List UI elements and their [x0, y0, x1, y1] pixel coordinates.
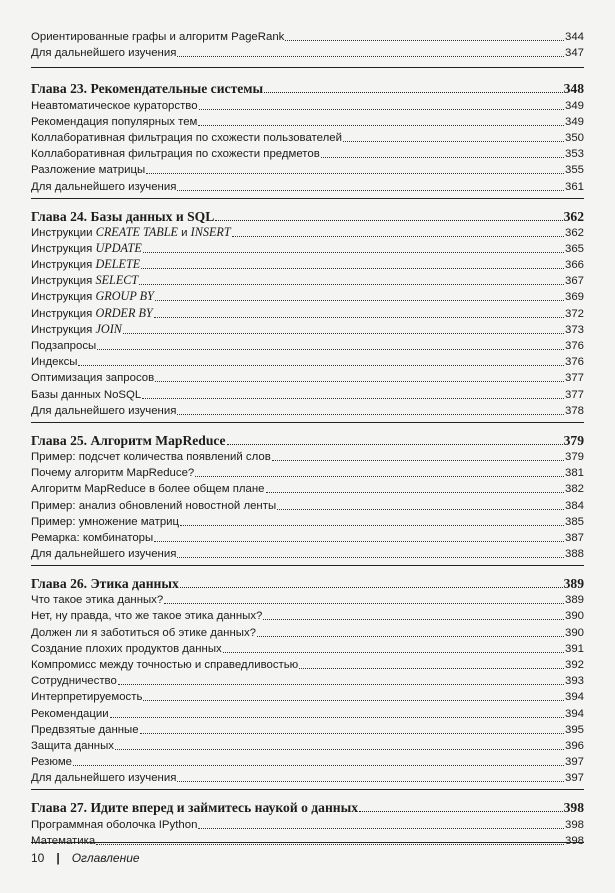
toc-entry: Оптимизация запросов 377: [31, 372, 584, 385]
toc-entry: Что такое этика данных? 389: [31, 594, 584, 607]
toc-entry: Почему алгоритм MapReduce? 381: [31, 467, 584, 480]
chapter-heading-25: Глава 25. Алгоритм MapReduce 379: [31, 432, 584, 448]
chapter-heading-27: Глава 27. Идите вперед и займитесь наукой о данных 398: [31, 800, 584, 816]
toc-entry: Инструкция JOIN 373: [31, 321, 584, 336]
chapter-heading-26: Глава 26. Этика данных 389: [31, 576, 584, 592]
footer-separator: |: [56, 851, 60, 865]
toc-entry: Защита данных 396: [31, 739, 584, 752]
table-of-contents: [31, 28, 584, 848]
chapter-heading-23: Глава 23. Рекомендательные системы 348: [31, 81, 584, 97]
toc-entry: Пример: умножение матриц 385: [31, 515, 584, 528]
section-title: Оглавление: [71, 851, 140, 865]
toc-entry: Ориентированные графы и алгоритм PageRank 344: [31, 31, 584, 44]
toc-entry: Инструкция ORDER BY 372: [31, 305, 584, 320]
toc-entry: Для дальнейшего изучения 347: [31, 47, 584, 60]
divider: [31, 67, 584, 68]
toc-entry: Инструкция DELETE 366: [31, 257, 584, 272]
toc-entry: Инструкция UPDATE 365: [31, 240, 584, 255]
toc-entry: Разложение матрицы 355: [31, 164, 584, 177]
toc-entry: Алгоритм MapReduce в более общем плане 382: [31, 483, 584, 496]
toc-entry: Ремарка: комбинаторы 387: [31, 531, 584, 544]
toc-entry: Предвзятые данные 395: [31, 723, 584, 736]
toc-entry: Для дальнейшего изучения 397: [31, 772, 584, 785]
toc-entry: Создание плохих продуктов данных 391: [31, 642, 584, 655]
toc-entry: Компромисс между точностью и справедливостью 392: [31, 659, 584, 671]
toc-entry: Коллаборативная фильтрация по схожести пользователей 350: [31, 131, 584, 144]
toc-entry: Неавтоматическое кураторство 349: [31, 99, 584, 112]
toc-entry: Инструкции CREATE TABLE и INSERT 362: [31, 224, 584, 239]
toc-entry: Интерпретируемость 394: [31, 691, 584, 704]
toc-entry: Для дальнейшего изучения 388: [31, 548, 584, 561]
toc-entry: Программная оболочка IPython 398: [31, 818, 584, 831]
toc-entry: Для дальнейшего изучения 378: [31, 404, 584, 417]
toc-entry: Пример: анализ обновлений новостной ленты 384: [31, 499, 584, 512]
toc-entry: Пример: подсчет количества появлений слов 379: [31, 450, 584, 463]
chapter-heading-24: Глава 24. Базы данных и SQL 362: [31, 208, 584, 224]
toc-entry: Подзапросы 376: [31, 340, 584, 352]
divider: [31, 422, 584, 423]
toc-entry: Математика 398: [31, 834, 584, 847]
divider: [31, 198, 584, 199]
toc-entry: Резюме 397: [31, 756, 584, 769]
toc-entry: Коллаборативная фильтрация по схожести предметов 353: [31, 148, 584, 161]
toc-entry: Сотрудничество 393: [31, 675, 584, 688]
toc-entry: Инструкция SELECT 367: [31, 273, 584, 288]
toc-entry: Должен ли я заботиться об этике данных? 390: [31, 626, 584, 639]
toc-entry: Рекомендация популярных тем 349: [31, 115, 584, 128]
toc-entry: Базы данных NoSQL 377: [31, 388, 584, 401]
divider: [31, 789, 584, 790]
toc-entry: Рекомендации 394: [31, 707, 584, 720]
page-number: 10: [31, 851, 45, 865]
page-footer: [31, 842, 584, 865]
toc-entry: Инструкция GROUP BY 369: [31, 289, 584, 304]
divider: [31, 565, 584, 566]
toc-entry: Для дальнейшего изучения 361: [31, 180, 584, 193]
toc-entry: Нет, ну правда, что же такое этика данных? 390: [31, 610, 584, 623]
toc-entry: Индексы 376: [31, 356, 584, 369]
